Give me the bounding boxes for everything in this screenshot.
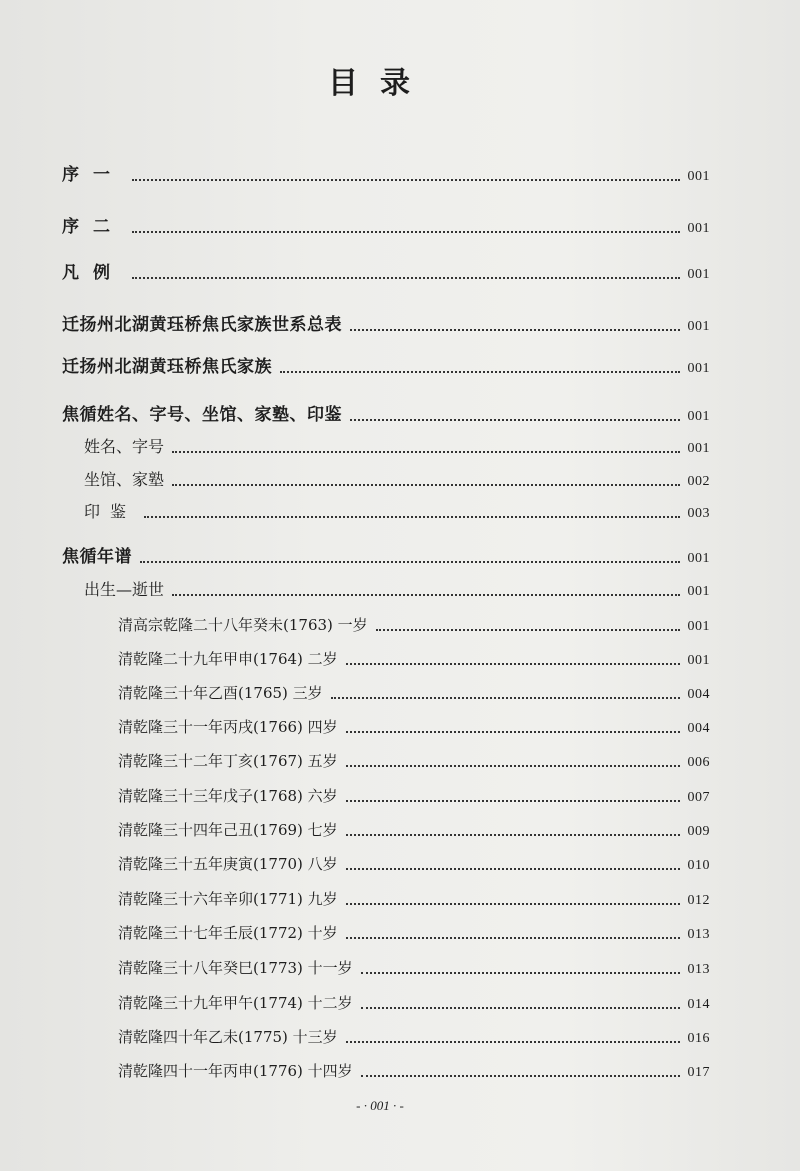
leader-dots: [144, 516, 679, 518]
leader-dots: [361, 972, 680, 974]
toc-entry: [118, 884, 710, 910]
toc-entry-label: 序二: [62, 217, 124, 237]
toc-entry-page: 001: [687, 361, 710, 376]
toc-entry-label: 清乾隆四十一年丙申(1776) 十四岁: [118, 1062, 353, 1080]
toc-entry-page: 001: [687, 584, 710, 599]
toc-entry-page: 003: [687, 506, 710, 521]
leader-dots: [346, 765, 680, 767]
toc-entry-label: 清乾隆三十二年丁亥(1767) 五岁: [118, 752, 338, 770]
toc-entry-label: 清乾隆三十七年壬辰(1772) 十岁: [118, 924, 338, 942]
page-title: 目录: [328, 66, 432, 101]
leader-dots: [361, 1075, 680, 1077]
leader-dots: [376, 629, 680, 631]
toc-entry-page: 001: [687, 653, 710, 668]
toc-entry-page: 004: [687, 721, 710, 736]
leader-dots: [346, 834, 680, 836]
toc-entry: [118, 953, 710, 979]
toc-entry-label: 序一: [62, 165, 124, 185]
toc-entry-label: 清乾隆三十年乙酉(1765) 三岁: [118, 684, 323, 702]
toc-entry: [118, 610, 710, 636]
toc-entry-label: 焦循年谱: [62, 547, 132, 567]
toc-entry-label: 姓名、字号: [84, 437, 165, 456]
toc-entry-page: 001: [687, 619, 710, 634]
toc-entry-page: 013: [687, 927, 710, 942]
leader-dots: [346, 731, 680, 733]
toc-entry-page: 001: [687, 267, 710, 282]
toc-entry-label: 清乾隆四十年乙未(1775) 十三岁: [118, 1028, 338, 1046]
toc-entry-page: 004: [687, 687, 710, 702]
toc-entry-label: 印鉴: [84, 502, 137, 521]
leader-dots: [346, 903, 680, 905]
toc-entry-page: 001: [687, 169, 710, 184]
toc-entry-label: 清乾隆三十六年辛卯(1771) 九岁: [118, 890, 338, 908]
leader-dots: [132, 277, 680, 279]
toc-entry-page: 001: [687, 319, 710, 334]
leader-dots: [280, 371, 680, 373]
toc-entry-page: 001: [687, 221, 710, 236]
leader-dots: [346, 663, 680, 665]
toc-entry-page: 001: [687, 551, 710, 566]
toc-entry: [118, 988, 710, 1014]
leader-dots: [346, 800, 680, 802]
page-number-footer: - · 001 · -: [356, 1098, 404, 1113]
toc-entry-page: 010: [687, 858, 710, 873]
toc-entry: [62, 212, 710, 238]
leader-dots: [172, 594, 679, 596]
toc-entry-page: 012: [687, 893, 710, 908]
toc-entry: [84, 432, 710, 458]
toc-entry-label: 清乾隆三十三年戊子(1768) 六岁: [118, 787, 338, 805]
toc-entry-label: 坐馆、家塾: [84, 470, 165, 489]
toc-entry-label: 出生—逝世: [84, 580, 165, 599]
toc-entry-label: 清乾隆三十九年甲午(1774) 十二岁: [118, 994, 353, 1012]
toc-entry-label: 迁扬州北湖黄珏桥焦氏家族: [62, 357, 272, 377]
leader-dots: [132, 179, 680, 181]
toc-entry-label: 清乾隆三十八年癸巳(1773) 十一岁: [118, 959, 353, 977]
toc-entry: [84, 465, 710, 491]
leader-dots: [172, 451, 679, 453]
toc-entry: [118, 1056, 710, 1082]
toc-entry-page: 007: [687, 790, 710, 805]
leader-dots: [350, 419, 680, 421]
toc-entry: [62, 542, 710, 568]
leader-dots: [140, 561, 680, 563]
toc-entry: [84, 575, 710, 601]
toc-entry: [118, 781, 710, 807]
toc-entry: [118, 712, 710, 738]
toc-entry: [62, 160, 710, 186]
toc-entry-page: 013: [687, 962, 710, 977]
leader-dots: [346, 868, 680, 870]
toc-entry: [62, 352, 710, 378]
toc-entry: [118, 849, 710, 875]
toc-entry: [118, 746, 710, 772]
leader-dots: [331, 697, 680, 699]
toc-entry: [118, 815, 710, 841]
leader-dots: [346, 1041, 680, 1043]
toc-entry: [62, 310, 710, 336]
leader-dots: [172, 484, 679, 486]
toc-entry-label: 焦循姓名、字号、坐馆、家塾、印鉴: [62, 405, 342, 425]
toc-entry-label: 凡例: [62, 263, 124, 283]
leader-dots: [132, 231, 680, 233]
toc-entry-label: 清乾隆三十五年庚寅(1770) 八岁: [118, 855, 338, 873]
toc-entry-label: 清乾隆三十四年己丑(1769) 七岁: [118, 821, 338, 839]
toc-entry-page: 017: [687, 1065, 710, 1080]
toc-entry-page: 001: [687, 409, 710, 424]
toc-entry: [118, 918, 710, 944]
toc-entry: [118, 644, 710, 670]
leader-dots: [350, 329, 680, 331]
toc-entry-page: 002: [687, 474, 710, 489]
toc-entry: [62, 400, 710, 426]
toc-entry-label: 迁扬州北湖黄珏桥焦氏家族世系总表: [62, 315, 342, 335]
toc-entry-label: 清乾隆二十九年甲申(1764) 二岁: [118, 650, 338, 668]
toc-entry: [118, 1022, 710, 1048]
toc-entry-label: 清高宗乾隆二十八年癸未(1763) 一岁: [118, 616, 368, 634]
toc-entry-label: 清乾隆三十一年丙戌(1766) 四岁: [118, 718, 338, 736]
toc-entry-page: 016: [687, 1031, 710, 1046]
toc-entry-page: 001: [687, 441, 710, 456]
toc-entry: [62, 258, 710, 284]
toc-entry-page: 009: [687, 824, 710, 839]
leader-dots: [361, 1007, 680, 1009]
toc-entry-page: 014: [687, 997, 710, 1012]
toc-entry-page: 006: [687, 755, 710, 770]
toc-entry: [84, 497, 710, 523]
leader-dots: [346, 937, 680, 939]
toc-entry: [118, 678, 710, 704]
